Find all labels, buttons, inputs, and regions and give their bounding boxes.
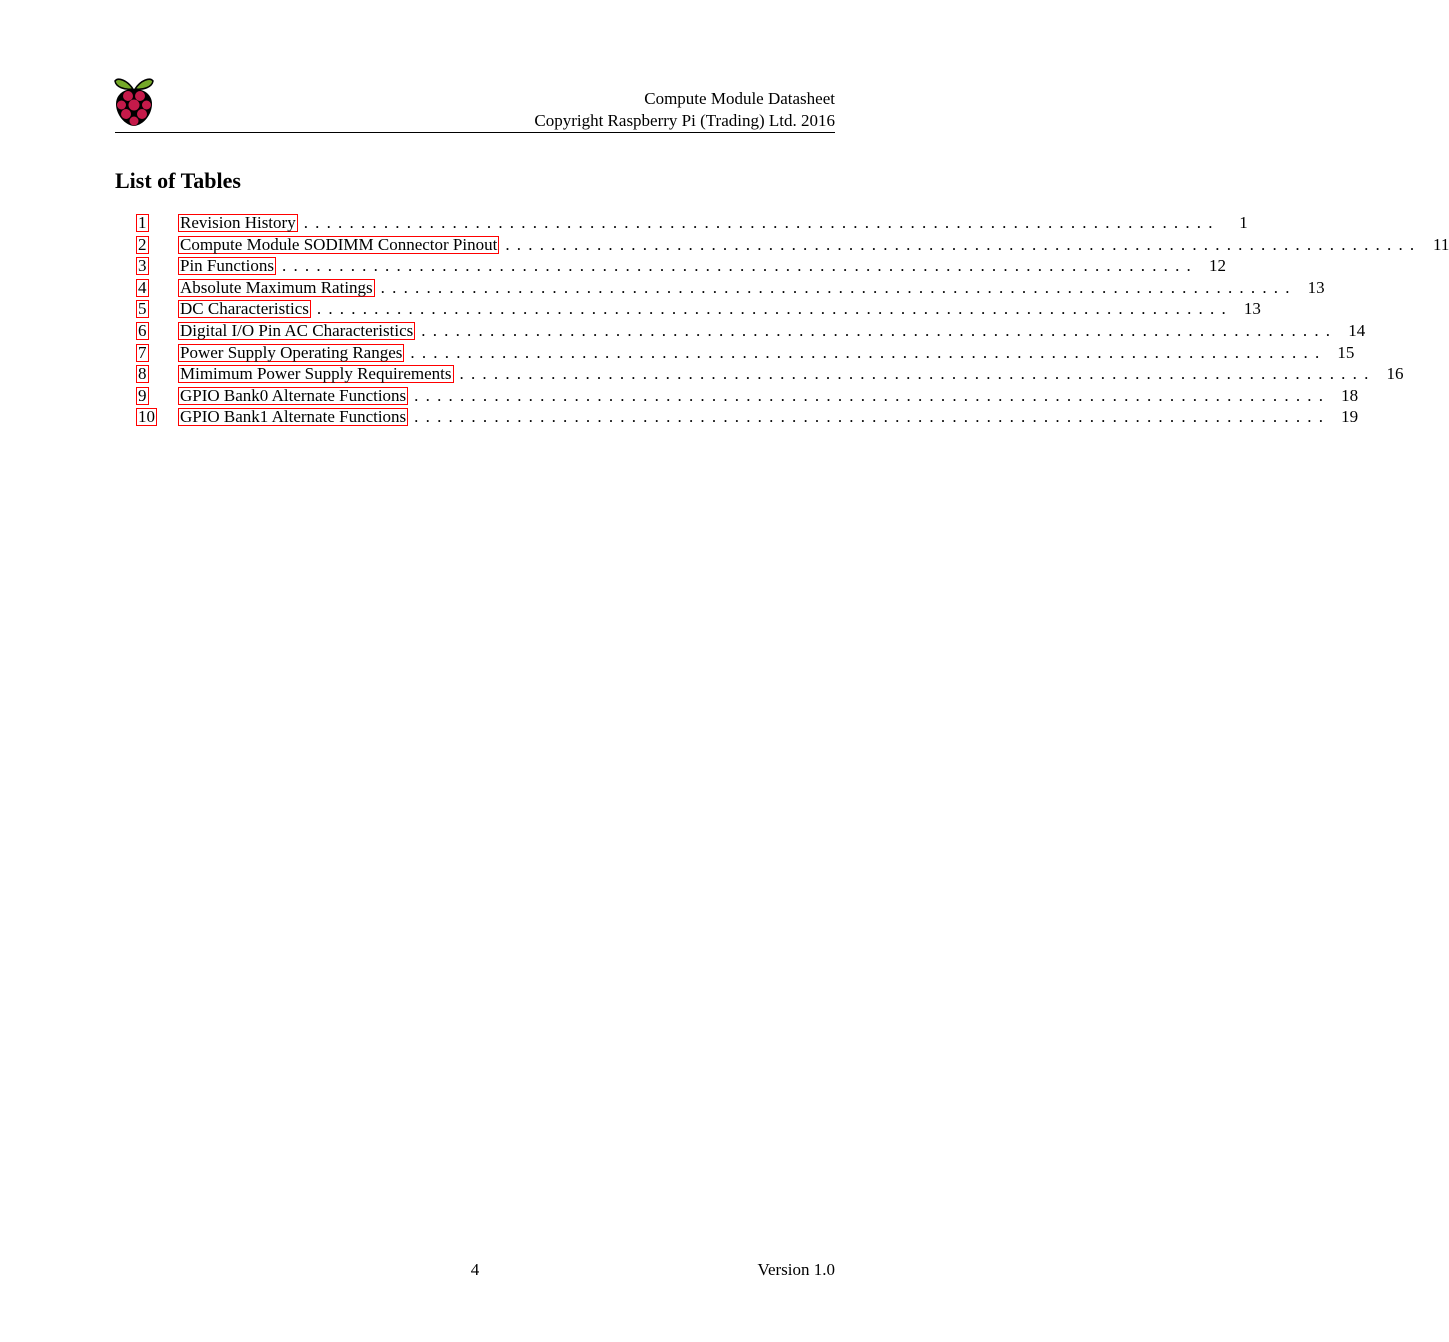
toc-dot-leader: ................................................................................ bbox=[303, 213, 1220, 232]
toc-dot-leader: ................................................................................ bbox=[414, 385, 1331, 405]
toc-dot-leader: ................................................................................ bbox=[421, 320, 1338, 340]
toc-entry-title-link[interactable]: Digital I/O Pin AC Characteristics bbox=[180, 320, 414, 340]
toc-entry-number-link[interactable]: 8 bbox=[138, 364, 147, 384]
toc-entry[interactable] bbox=[138, 342, 1355, 364]
toc-dot-leader: ................................................................................ bbox=[459, 364, 1376, 384]
toc-entry[interactable] bbox=[138, 255, 1226, 277]
header-divider bbox=[115, 132, 835, 133]
toc-entry-number-link[interactable]: 1 bbox=[138, 213, 147, 232]
toc-entry-page-number: 19 bbox=[1341, 407, 1359, 427]
header-title: Compute Module Datasheet bbox=[644, 89, 835, 108]
toc-entry-title-link[interactable]: Absolute Maximum Ratings bbox=[180, 277, 373, 297]
toc-entry-number-link[interactable]: 10 bbox=[138, 407, 155, 427]
toc-entry-number-link[interactable]: 5 bbox=[138, 299, 147, 319]
footer-version: Version 1.0 bbox=[757, 1260, 835, 1279]
toc-dot-leader: ................................................................................ bbox=[414, 407, 1331, 427]
footer-page-number: 4 bbox=[470, 1260, 480, 1279]
toc-entry-number-link[interactable]: 6 bbox=[138, 320, 147, 340]
page-header bbox=[534, 88, 835, 132]
toc-entry-number-link[interactable]: 2 bbox=[138, 234, 147, 254]
toc-entry[interactable] bbox=[138, 234, 1449, 256]
toc-entry-title-link[interactable]: Compute Module SODIMM Connector Pinout bbox=[180, 234, 498, 254]
section-title: List of Tables bbox=[115, 168, 241, 193]
toc-entry-title-link[interactable]: Mimimum Power Supply Requirements bbox=[180, 364, 452, 384]
toc-entry-page-number: 11 bbox=[1432, 234, 1449, 254]
toc-entry[interactable] bbox=[138, 298, 1261, 320]
toc-entry[interactable] bbox=[138, 277, 1325, 299]
list-of-tables bbox=[138, 212, 1449, 428]
toc-entry-title-link[interactable]: Power Supply Operating Ranges bbox=[180, 342, 403, 362]
toc-entry[interactable] bbox=[138, 385, 1359, 407]
toc-entry[interactable] bbox=[138, 406, 1359, 428]
toc-entry-title-link[interactable]: GPIO Bank1 Alternate Functions bbox=[180, 407, 407, 427]
toc-entry-title-link[interactable]: DC Characteristics bbox=[180, 299, 309, 319]
toc-entry[interactable] bbox=[138, 212, 1248, 234]
toc-entry-page-number: 16 bbox=[1386, 364, 1404, 384]
toc-entry-number-link[interactable]: 3 bbox=[138, 256, 147, 276]
raspberry-pi-logo bbox=[112, 74, 156, 128]
toc-entry-page-number: 18 bbox=[1341, 385, 1359, 405]
toc-entry[interactable] bbox=[138, 363, 1404, 385]
toc-dot-leader: ................................................................................ bbox=[380, 277, 1297, 297]
toc-entry-number-link[interactable]: 4 bbox=[138, 277, 147, 297]
toc-entry-page-number: 15 bbox=[1337, 342, 1355, 362]
toc-dot-leader: ................................................................................ bbox=[316, 299, 1233, 319]
toc-entry-page-number: 13 bbox=[1307, 277, 1325, 297]
toc-entry-page-number: 1 bbox=[1239, 213, 1248, 232]
toc-entry-title-link[interactable]: GPIO Bank0 Alternate Functions bbox=[180, 385, 407, 405]
toc-dot-leader: ................................................................................ bbox=[505, 234, 1422, 254]
toc-entry-page-number: 14 bbox=[1348, 320, 1366, 340]
toc-entry-number-link[interactable]: 7 bbox=[138, 342, 147, 362]
toc-entry-title-link[interactable]: Revision History bbox=[180, 213, 296, 232]
toc-dot-leader: ................................................................................ bbox=[282, 256, 1198, 276]
toc-entry-page-number: 12 bbox=[1209, 256, 1226, 276]
toc-entry[interactable] bbox=[138, 320, 1366, 342]
toc-dot-leader: ................................................................................ bbox=[410, 342, 1327, 362]
toc-entry-title-link[interactable]: Pin Functions bbox=[180, 256, 274, 276]
toc-entry-page-number: 13 bbox=[1243, 299, 1261, 319]
toc-entry-number-link[interactable]: 9 bbox=[138, 385, 147, 405]
header-copyright: Copyright Raspberry Pi (Trading) Ltd. 2016 bbox=[534, 111, 835, 130]
